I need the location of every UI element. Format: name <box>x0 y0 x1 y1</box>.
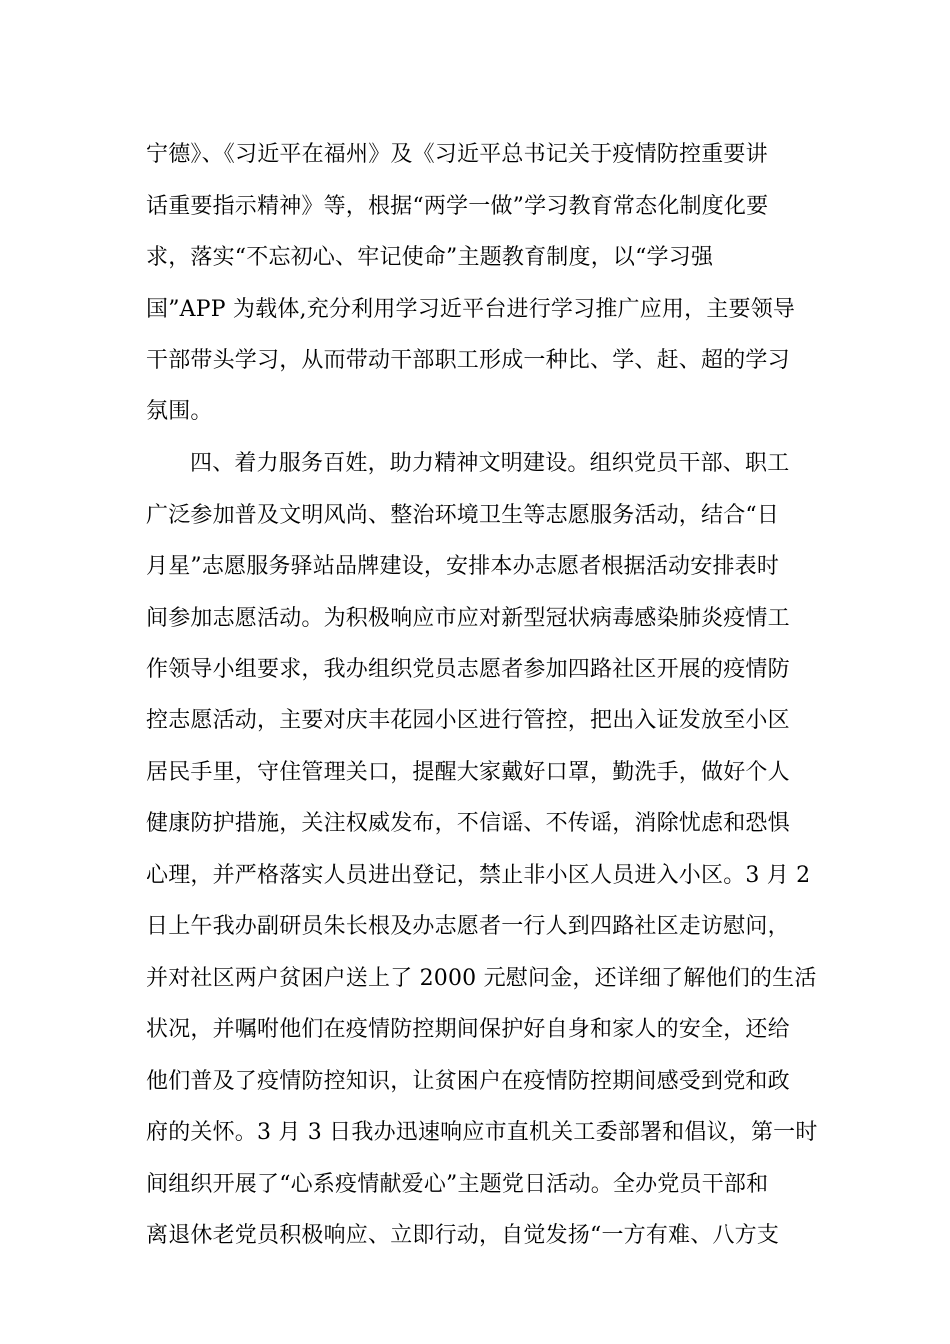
text-line: 广泛参加普及文明风尚、整治环境卫生等志愿服务活动，结合“日 <box>146 503 780 528</box>
text-line: 话重要指示精神》等，根据“两学一做”学习教育常态化制度化要 <box>146 194 769 219</box>
text-line: 宁德》、《习近平在福州》及《习近平总书记关于疫情防控重要讲 <box>146 142 768 167</box>
text-line: 月星”志愿服务驿站品牌建设，安排本办志愿者根据活动安排表时 <box>146 554 780 579</box>
text-line: 府的关怀。3 月 3 日我办迅速响应市直机关工委部署和倡议，第一时 <box>146 1120 818 1145</box>
text-line: 国”APP 为载体,充分利用学习近平台进行学习推广应用，主要领导 <box>146 297 796 322</box>
text-line: 氛围。 <box>146 399 213 424</box>
text-line: 居民手里，守住管理关口，提醒大家戴好口罩，勤洗手，做好个人 <box>146 760 790 785</box>
text-line: 日上午我办副研员朱长根及办志愿者一行人到四路社区走访慰问， <box>146 914 790 939</box>
text-line: 他们普及了疫情防控知识，让贫困户在疫情防控期间感受到党和政 <box>146 1069 790 1094</box>
text-line: 间组织开展了“心系疫情献爱心”主题党日活动。全办党员干部和 <box>146 1172 769 1197</box>
paragraph-start-line: 四、着力服务百姓，助力精神文明建设。组织党员干部、职工 <box>190 451 790 476</box>
text-line: 求，落实“不忘初心、牢记使命”主题教育制度，以“学习强 <box>146 245 714 270</box>
text-line: 离退休老党员积极响应、立即行动，自觉发扬“一方有难、八方支 <box>146 1223 780 1248</box>
text-line: 间参加志愿活动。为积极响应市应对新型冠状病毒感染肺炎疫情工 <box>146 606 790 631</box>
text-line: 并对社区两户贫困户送上了 2000 元慰问金，还详细了解他们的生活 <box>146 966 817 991</box>
text-line: 健康防护措施，关注权威发布，不信谣、不传谣，消除忧虑和恐惧 <box>146 811 790 836</box>
text-line: 心理，并严格落实人员进出登记，禁止非小区人员进入小区。3 月 2 <box>146 863 811 888</box>
text-line: 干部带头学习，从而带动干部职工形成一种比、学、赶、超的学习 <box>146 348 790 373</box>
text-line: 控志愿活动，主要对庆丰花园小区进行管控，把出入证发放至小区 <box>146 708 790 733</box>
text-line: 作领导小组要求，我办组织党员志愿者参加四路社区开展的疫情防 <box>146 657 790 682</box>
text-line: 状况，并嘱咐他们在疫情防控期间保护好自身和家人的安全，还给 <box>146 1017 790 1042</box>
